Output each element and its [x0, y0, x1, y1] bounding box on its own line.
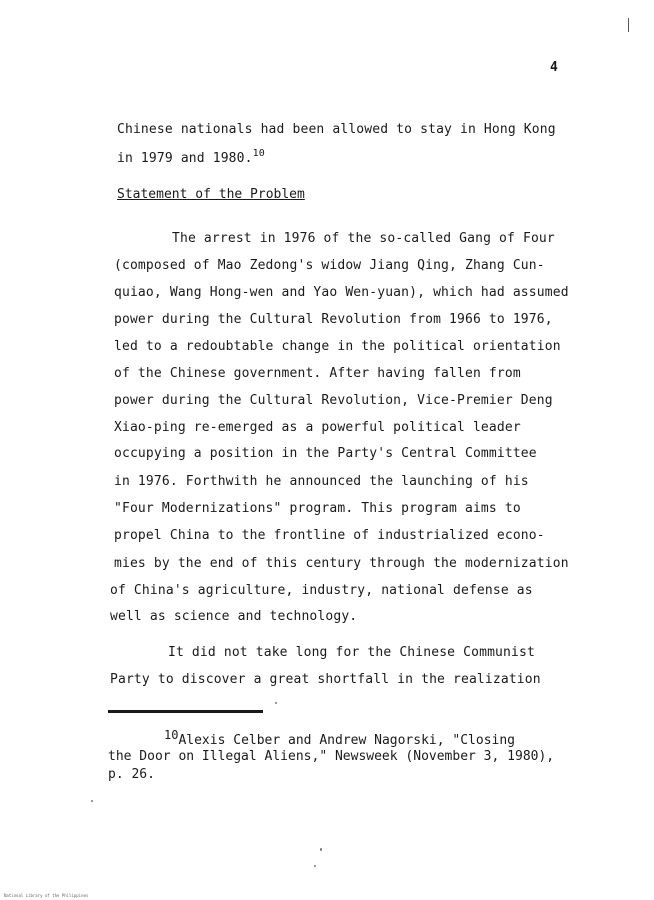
edge-mark — [628, 18, 629, 32]
paragraph-line: led to a redoubtable change in the political orientation — [114, 339, 561, 354]
footer-caption: National Library of the Philippines — [4, 893, 89, 898]
footnote-reference: 10 — [252, 148, 265, 159]
footnote-number: 10 — [164, 728, 179, 742]
paragraph-line: occupying a position in the Party's Central Committee — [114, 446, 537, 461]
scan-speck — [320, 848, 322, 851]
scan-speck — [91, 800, 93, 802]
paragraph-line: (composed of Mao Zedong's widow Jiang Qing, Zhang Cun- — [114, 258, 545, 273]
paragraph-line: of China's agriculture, industry, national defense as — [110, 583, 533, 598]
paragraph-line: Party to discover a great shortfall in the realization — [110, 672, 541, 687]
paragraph-line: of the Chinese government. After having fallen from — [114, 366, 521, 381]
page-number: 4 — [550, 60, 558, 75]
paragraph-line: "Four Modernizations" program. This program aims to — [114, 501, 521, 516]
footnote-separator — [108, 710, 263, 713]
intro-line-text: in 1979 and 1980. — [117, 151, 253, 166]
intro-line — [117, 148, 265, 166]
footnote-line — [164, 728, 515, 748]
paragraph-line: The arrest in 1976 of the so-called Gang of Four — [172, 231, 555, 246]
section-heading: Statement of the Problem — [117, 187, 305, 202]
paragraph-line: quiao, Wang Hong-wen and Yao Wen-yuan), which had assumed — [114, 285, 569, 300]
footnote-line: p. 26. — [108, 767, 155, 782]
paragraph-line: mies by the end of this century through the modernization — [114, 556, 569, 571]
paragraph-line: It did not take long for the Chinese Communist — [168, 645, 535, 660]
paragraph-line: Xiao-ping re-emerged as a powerful political leader — [114, 420, 521, 435]
footnote-line: the Door on Illegal Aliens," Newsweek (November 3, 1980), — [108, 749, 555, 764]
paragraph-line: power during the Cultural Revolution, Vice-Premier Deng — [114, 393, 553, 408]
footnote-text: Alexis Celber and Andrew Nagorski, "Closing — [178, 733, 515, 748]
intro-line: Chinese nationals had been allowed to stay in Hong Kong — [117, 122, 556, 137]
scan-speck — [275, 702, 277, 704]
paragraph-line: propel China to the frontline of industrialized econo- — [114, 528, 545, 543]
scan-speck — [314, 865, 316, 867]
paragraph-line: well as science and technology. — [110, 609, 358, 624]
paragraph-line: power during the Cultural Revolution from 1966 to 1976, — [114, 312, 553, 327]
paragraph-line: in 1976. Forthwith he announced the launching of his — [114, 474, 529, 489]
